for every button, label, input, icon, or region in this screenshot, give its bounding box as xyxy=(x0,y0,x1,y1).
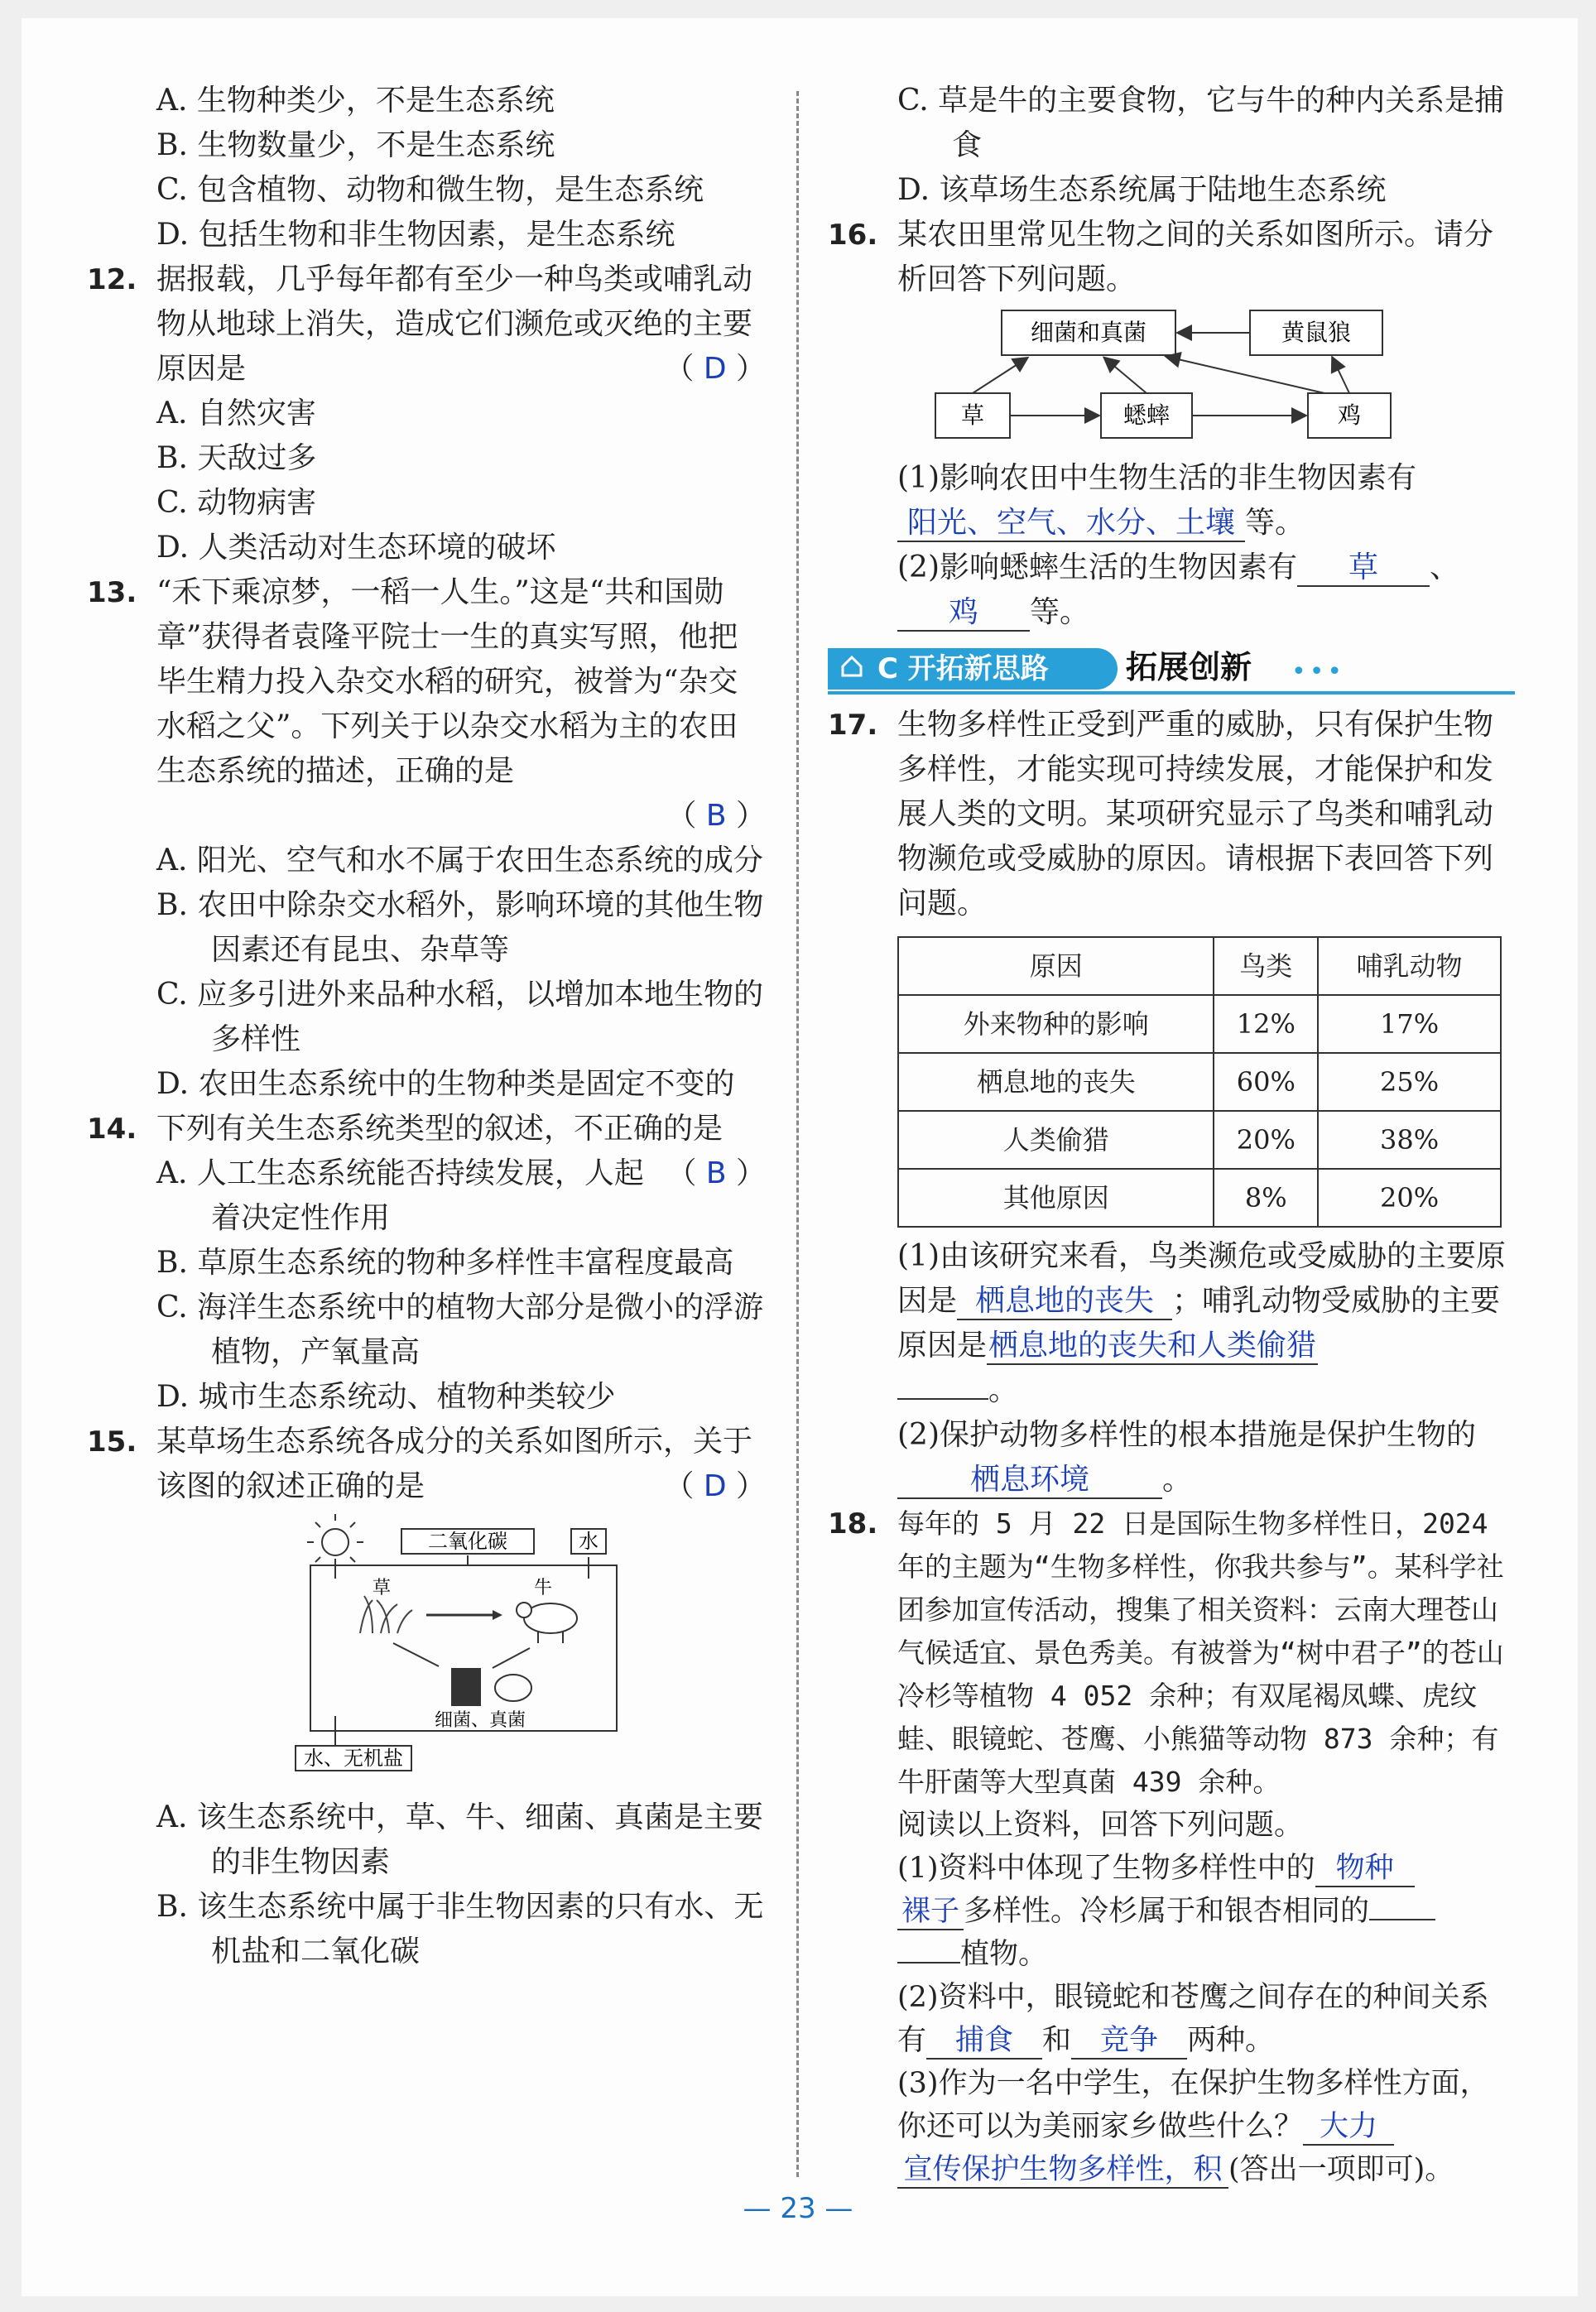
chicken-label: 鸡 xyxy=(1337,401,1362,429)
question-14 xyxy=(87,1107,766,1190)
q15-options-continued xyxy=(897,79,1515,213)
q13-number: 13. xyxy=(87,576,137,609)
table-row xyxy=(898,1053,1501,1111)
q11-options xyxy=(156,79,766,257)
q16-s2-suffix: 等。 xyxy=(1030,595,1090,629)
q18-stem: 每年的 5 月 22 日是国际生物多样性日，2024 年的主题为“生物多样性，你我共参与”。某科学社团参加宣传活动，搜集了相关资料：云南大理苍山气候适宜、景色秀美。有被誉为“树中君子”的苍山冷杉等植物 4 052 余种；有双尾褐凤蝶、虎纹蛙、眼镜蛇、苍鹰、小熊猫等动物 873 余种；有牛肝菌等大型真菌 439 余种。 xyxy=(897,1507,1504,1798)
table-header: 原因 xyxy=(898,937,1214,995)
q13-option-c: C. 应多引进外来品种水稻，以增加本地生物的多样性 xyxy=(156,978,764,1056)
bacteria-icon xyxy=(495,1675,531,1701)
q17-s1-prompt: (1)由该研究来看，鸟类濒危或受威胁的主要原因是 xyxy=(897,1239,1506,1318)
q17-s1-answer-2: 栖息地的丧失和人类偷猎 xyxy=(987,1329,1318,1365)
minerals-label: 水、无机盐 xyxy=(304,1747,403,1770)
q16-s2-separator: 、 xyxy=(1430,550,1460,584)
q15-answer: D xyxy=(703,1469,727,1503)
weasel-label: 黄鼠狼 xyxy=(1281,319,1352,346)
table-cell: 人类偷猎 xyxy=(898,1111,1214,1169)
table-cell: 外来物种的影响 xyxy=(898,995,1214,1053)
q17-stem: 生物多样性正受到严重的威胁，只有保护生物多样性，才能实现可持续发展，才能保护和发展人类的文明。某项研究显示了鸟类和哺乳动物濒危或受威胁的原因。请根据下表回答下列问题。 xyxy=(897,708,1494,920)
q16-s1-answer: 阳光、空气、水分、土壤 xyxy=(897,506,1245,542)
q12-option-b: B. 天敌过多 xyxy=(156,441,317,475)
q16-s2-answer-1: 草 xyxy=(1297,550,1430,587)
grass-label: 草 xyxy=(373,1578,392,1598)
q12-options xyxy=(156,392,766,570)
q14-answer-paren: （ B ） xyxy=(666,1156,766,1190)
q17-s2-answer: 栖息环境 xyxy=(897,1463,1162,1499)
section-title: 拓展创新 xyxy=(1126,649,1252,685)
q14-option-a: A. 人工生态系统能否持续发展，人起着决定性作用 xyxy=(156,1156,644,1235)
q12-option-d: D. 人类活动对生态环境的破坏 xyxy=(156,531,556,565)
page-number: — 23 — xyxy=(743,2192,853,2225)
q18-read-instruction: 阅读以上资料，回答下列问题。 xyxy=(897,1809,1304,1842)
q18-number: 18. xyxy=(828,1507,878,1541)
q17-s1-suffix: 。 xyxy=(988,1373,1019,1407)
table-cell: 25% xyxy=(1318,1053,1501,1111)
decomposer-label: 细菌、真菌 xyxy=(435,1710,526,1731)
q11-option-d: D. 包括生物和非生物因素，是生态系统 xyxy=(156,218,675,252)
q13-options xyxy=(156,839,766,1107)
q15-option-c: C. 草是牛的主要食物，它与牛的种内关系是捕食 xyxy=(897,84,1505,162)
q15-option-d: D. 该草场生态系统属于陆地生态系统 xyxy=(897,173,1387,207)
decomposer-icon xyxy=(451,1668,481,1706)
q18-s2-answer-2: 竞争 xyxy=(1071,2023,1187,2060)
question-16 xyxy=(828,213,1515,302)
home-icon xyxy=(839,653,864,678)
q13-option-b: B. 农田中除杂交水稻外，影响环境的其他生物因素还有昆虫、杂草等 xyxy=(156,888,764,967)
q12-option-a: A. 自然灾害 xyxy=(156,397,316,430)
q11-option-b: B. 生物数量少，不是生态系统 xyxy=(156,128,555,162)
table-cell: 17% xyxy=(1318,995,1501,1053)
table-cell: 其他原因 xyxy=(898,1169,1214,1227)
q15-number: 15. xyxy=(87,1425,137,1459)
q18-s2-suffix: 两种。 xyxy=(1187,2024,1275,2057)
q18-s3-suffix: (答出一项即可)。 xyxy=(1228,2153,1454,2186)
q16-s1-prompt: (1)影响农田中生物生活的非生物因素有 xyxy=(897,461,1416,495)
table-row xyxy=(898,1169,1501,1227)
q14-number: 14. xyxy=(87,1113,137,1146)
table-cell: 20% xyxy=(1318,1169,1501,1227)
left-column xyxy=(87,79,766,1974)
q18-s3-answer-1: 大力 xyxy=(1303,2109,1394,2146)
q14-answer: B xyxy=(705,1156,727,1190)
table-cell: 38% xyxy=(1318,1111,1501,1169)
q12-option-c: C. 动物病害 xyxy=(156,486,317,520)
grass-icon xyxy=(360,1596,412,1633)
section-header xyxy=(828,643,1515,695)
table-row xyxy=(898,995,1501,1053)
q12-answer-paren: （ D ） xyxy=(664,352,766,386)
q11-option-a: A. 生物种类少，不是生态系统 xyxy=(156,84,555,118)
q13-answer-paren: （ B ） xyxy=(666,799,766,833)
q16-s2-prompt: (2)影响蟋蟀生活的生物因素有 xyxy=(897,550,1297,584)
q16-number: 16. xyxy=(828,219,878,252)
table-cell: 栖息地的丧失 xyxy=(898,1053,1214,1111)
q14-option-c: C. 海洋生态系统中的植物大部分是微小的浮游植物，产氧量高 xyxy=(156,1291,764,1369)
q13-stem: “禾下乘凉梦，一稻一人生。”这是“共和国勋章”获得者袁隆平院士一生的真实写照，他把毕生精力投入杂交水稻的研究，被誉为“杂交水稻之父”。下列关于以杂交水稻为主的农田生态系统的描述，正确的是 xyxy=(156,575,738,788)
table-header: 鸟类 xyxy=(1214,937,1318,995)
q17-s1-middle: ；哺乳动物受威胁的主要原因是 xyxy=(897,1284,1501,1363)
q18-s3-answer-2: 宣传保护生物多样性，积 xyxy=(897,2152,1228,2189)
table-cell: 12% xyxy=(1214,995,1318,1053)
q16-food-web-figure xyxy=(828,302,1515,443)
q17-s1-answer-1: 栖息地的丧失 xyxy=(957,1284,1172,1320)
q18-s1-prompt: (1)资料中体现了生物多样性中的 xyxy=(897,1852,1315,1885)
cow-label: 牛 xyxy=(534,1578,553,1598)
q15-stem: 某草场生态系统各成分的关系如图所示，关于该图的叙述正确的是 xyxy=(156,1425,753,1503)
q12-stem: 据报载，几乎每年都有至少一种鸟类或哺乳动物从地球上消失，造成它们濒危或灭绝的主要原因是 xyxy=(156,262,753,386)
water-label: 水 xyxy=(579,1530,598,1553)
q18-s1-suffix: 植物。 xyxy=(960,1938,1048,1971)
q14-option-d: D. 城市生态系统动、植物种类较少 xyxy=(156,1380,616,1414)
q14-stem: 下列有关生态系统类型的叙述，不正确的是 xyxy=(156,1112,723,1146)
cricket-label: 蟋蟀 xyxy=(1122,401,1171,429)
q17-table xyxy=(897,936,1502,1228)
q13-option-a: A. 阳光、空气和水不属于农田生态系统的成分 xyxy=(156,844,763,877)
q16-s1-suffix: 等。 xyxy=(1245,506,1305,540)
section-dots: ••• xyxy=(1291,657,1346,686)
q18-s1-answer-b: 裸子 xyxy=(897,1894,964,1930)
grass-box-label: 草 xyxy=(960,401,985,429)
section-tag: C 开拓新思路 xyxy=(828,648,1118,690)
table-cell: 60% xyxy=(1214,1053,1318,1111)
q18-s2-answer-1: 捕食 xyxy=(926,2023,1042,2060)
question-13 xyxy=(87,570,766,839)
q18-s3-prompt: (3)作为一名中学生，在保护生物多样性方面，你还可以为美丽家乡做些什么？ xyxy=(897,2067,1489,2143)
q17-s2-suffix: 。 xyxy=(1162,1463,1193,1497)
q18-subquestions xyxy=(897,1804,1515,2191)
q15-ecosystem-figure xyxy=(87,1509,766,1782)
q16-subquestions xyxy=(897,456,1515,635)
right-column xyxy=(828,79,1515,2191)
question-15 xyxy=(87,1420,766,1509)
table-header: 哺乳动物 xyxy=(1318,937,1501,995)
table-cell: 8% xyxy=(1214,1169,1318,1227)
q16-s2-answer-2: 鸡 xyxy=(897,595,1030,632)
q12-number: 12. xyxy=(87,263,137,296)
cow-icon xyxy=(517,1603,577,1643)
q13-option-d: D. 农田生态系统中的生物种类是固定不变的 xyxy=(156,1067,735,1101)
q14-option-b: B. 草原生态系统的物种多样性丰富程度最高 xyxy=(156,1246,734,1280)
q18-s1-middle: 多样性。冷杉属于和银杏相同的 xyxy=(964,1895,1370,1928)
q17-number: 17. xyxy=(828,709,878,742)
q18-s2-middle: 和 xyxy=(1042,2024,1072,2057)
question-17 xyxy=(828,703,1515,926)
question-12 xyxy=(87,257,766,392)
q11-option-c: C. 包含植物、动物和微生物，是生态系统 xyxy=(156,173,704,207)
table-row xyxy=(898,1111,1501,1169)
q15-option-a: A. 该生态系统中，草、牛、细菌、真菌是主要的非生物因素 xyxy=(156,1800,763,1879)
q16-stem: 某农田里常见生物之间的关系如图所示。请分析回答下列问题。 xyxy=(897,218,1494,296)
q18-s1-answer: 物种 xyxy=(1315,1851,1415,1887)
question-18 xyxy=(828,1502,1515,1804)
q15-options xyxy=(156,1795,766,1974)
co2-label: 二氧化碳 xyxy=(428,1530,507,1553)
table-header-row xyxy=(898,937,1501,995)
bacteria-label: 细菌和真菌 xyxy=(1030,319,1147,346)
table-cell: 20% xyxy=(1214,1111,1318,1169)
q17-s2-prompt: (2)保护动物多样性的根本措施是保护生物的 xyxy=(897,1418,1476,1452)
q12-answer: D xyxy=(703,352,727,386)
q18-s2-prompt: (2)资料中，眼镜蛇和苍鹰之间存在的种间关系有 xyxy=(897,1981,1489,2057)
q15-answer-paren: （ D ） xyxy=(664,1469,766,1503)
q15-option-b: B. 该生态系统中属于非生物因素的只有水、无机盐和二氧化碳 xyxy=(156,1890,764,1968)
q17-subquestions xyxy=(897,1234,1515,1502)
column-divider xyxy=(796,91,799,2177)
q13-answer: B xyxy=(705,799,727,833)
